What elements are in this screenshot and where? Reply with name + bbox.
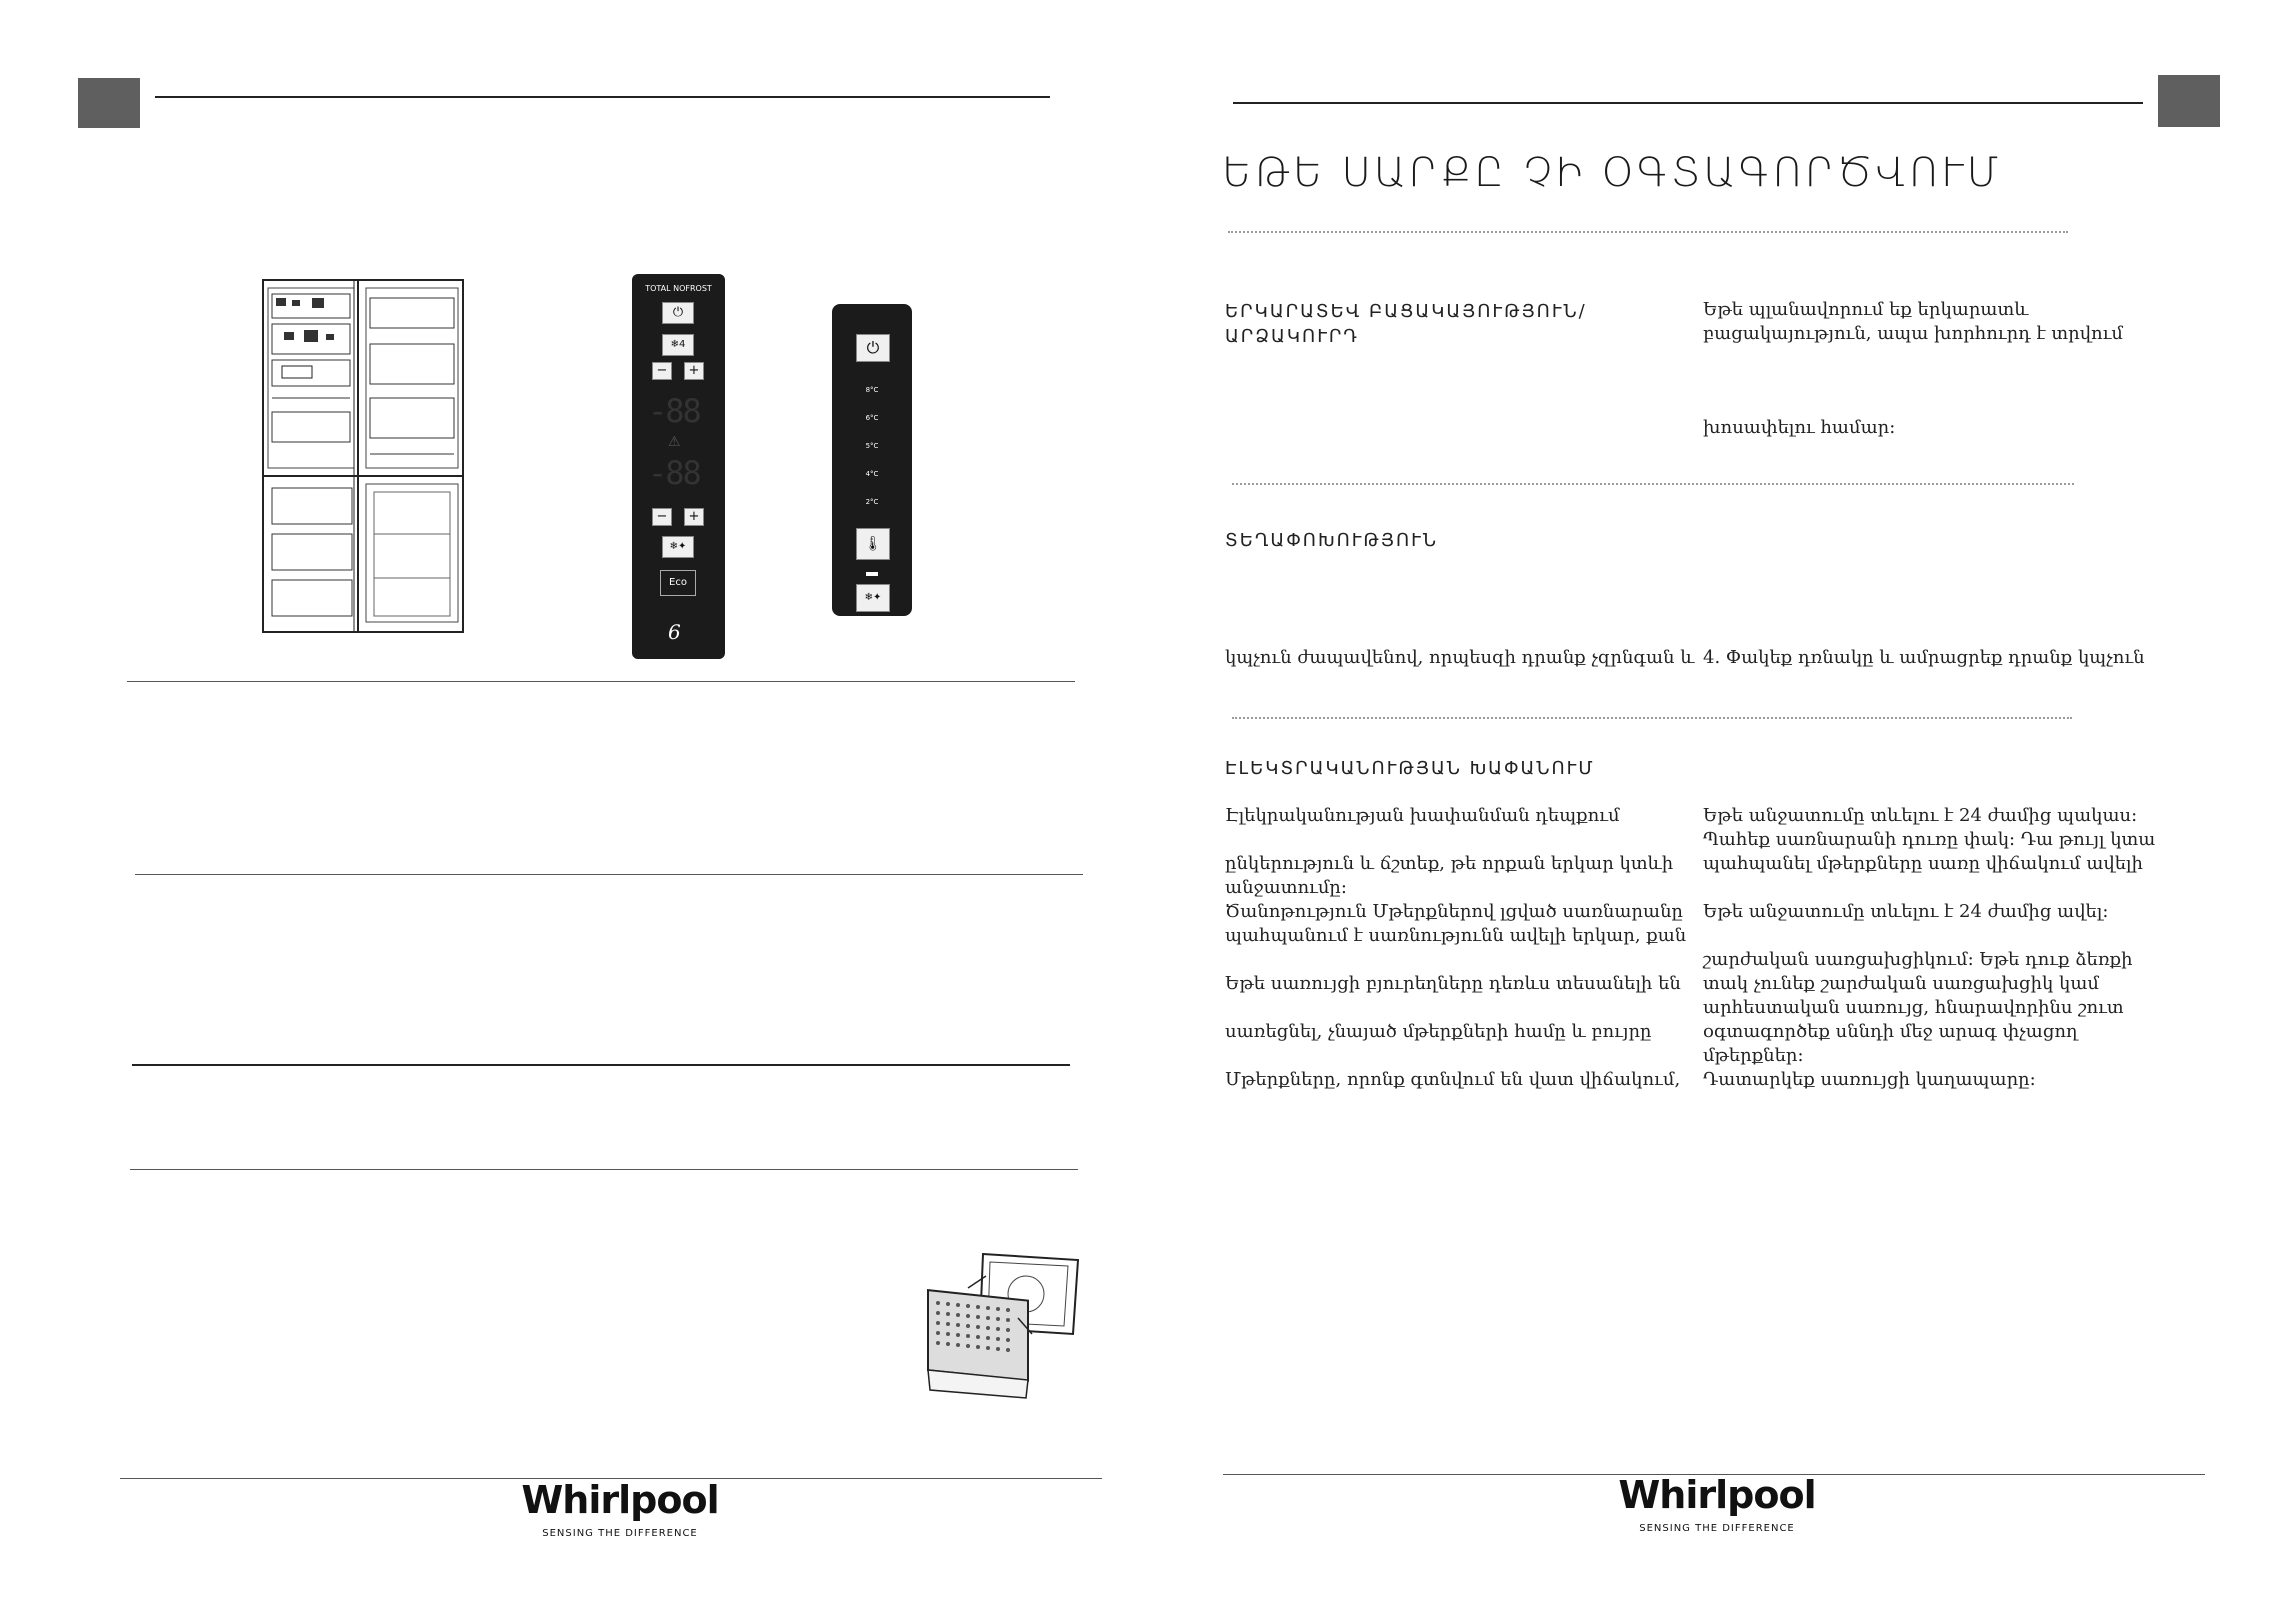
section2-right-text: 4. Փակեք դռնակը և ամրացրեք դրանք կպչուն	[1703, 647, 2145, 668]
section-heading-vacation: ԵՐԿԱՐԱՏԵՎ ԲԱՑԱԿԱՅՈՒԹՅՈՒՆ/ ԱՐՁԱԿՈՒՐԴ	[1225, 301, 1587, 347]
text-line: Մթերքները, որոնք գտնվում են վատ վիճակում,	[1225, 1069, 1681, 1090]
paragraph	[1703, 900, 2173, 924]
eco-button[interactable]: Eco	[660, 570, 696, 596]
alarm-icon: ⚠	[668, 434, 681, 450]
text-line: Դատարկեք սառույցի կաղապարը:	[1703, 1069, 2036, 1090]
left-rule-3	[132, 1064, 1070, 1066]
text-line: ընկերություն և ճշտեք, թե որքան երկար կտևի	[1225, 853, 1674, 874]
fast-freeze-button-2[interactable]: ❄✦	[856, 584, 890, 612]
fridge-fast-cool-button[interactable]: ❄4	[662, 334, 694, 356]
section3-right-column	[1703, 804, 2173, 1092]
left-rule-1	[127, 681, 1075, 682]
section-heading-moving: ՏԵՂԱՓՈԽՈՒԹՅՈՒՆ	[1225, 530, 1438, 551]
temp-4-label: 4°C	[865, 470, 879, 478]
left-whirlpool-logo	[520, 1478, 720, 1539]
left-page-tab	[78, 78, 140, 128]
fridge-temp-display: -88	[648, 392, 700, 430]
text-line: շարժական սառցախցիկում: Եթե դուք ձեռքի	[1703, 949, 2133, 970]
logo-wordmark: Whirlpool	[1618, 1473, 1816, 1517]
section1-note: խոսափելու համար։	[1703, 417, 1896, 438]
right-page-tab	[2158, 75, 2220, 127]
text-line: բացակայություն, ապա խորհուրդ է տրվում	[1703, 323, 2124, 344]
control-panel-simple	[832, 304, 912, 616]
text-line: տակ չունեք շարժական սառցախցիկ կամ	[1703, 973, 2100, 994]
text-line: Եթե սառույցի բյուրեղները դեռևս տեսանելի են	[1225, 973, 1681, 994]
text-line: Եթե անջատումը տևելու է 24 ժամից ավել:	[1703, 901, 2109, 922]
text-line: արհեստական սառույց, հնարավորինս շուտ	[1703, 997, 2124, 1018]
filter-illustration	[908, 1248, 1090, 1400]
logo-tagline: SENSING THE DIFFERENCE	[542, 1528, 698, 1539]
section3-left-column	[1225, 804, 1695, 1092]
section2-left-text: կպչուն ժապավենով, որպեսզի դրանք չզրնգան և	[1225, 647, 1695, 668]
paragraph	[1225, 1068, 1695, 1092]
text-line: անջատումը։	[1225, 877, 1347, 898]
section-heading-power-failure: ԷԼԵԿՏՐԱԿԱՆՈՒԹՅԱՆ ԽԱՓԱՆՈՒՄ	[1225, 758, 1595, 779]
fridge-minus-button[interactable]: −	[652, 362, 672, 380]
freezer-plus-button[interactable]: +	[684, 508, 704, 526]
text-line: Պահեք սառնարանի դուռը փակ: Դա թույլ կտա	[1703, 829, 2156, 850]
temp-2-label: 2°C	[865, 498, 879, 506]
sixth-sense-logo: 6	[668, 620, 681, 644]
left-rule-2	[135, 874, 1083, 875]
temp-5-label: 5°C	[865, 442, 879, 450]
left-rule-4	[130, 1169, 1078, 1170]
freezer-fast-freeze-button[interactable]: ❄✦	[662, 536, 694, 558]
control-panel-total-nofrost	[632, 274, 725, 659]
paragraph	[1225, 852, 1695, 948]
paragraph	[1703, 948, 2173, 1092]
right-header-rule	[1233, 102, 2143, 104]
temp-6-label: 6°C	[865, 414, 879, 422]
text-line: պահպանում է սառնությունն ավելի երկար, քան	[1225, 925, 1687, 946]
dotted-divider-3	[1232, 717, 2072, 719]
logo-tagline: SENSING THE DIFFERENCE	[1639, 1523, 1795, 1534]
power-button[interactable]: ⏻	[662, 302, 694, 324]
text-line: սառեցնել, չնայած մթերքների համը և բույրը	[1225, 1021, 1652, 1042]
text-line: Էլեկրականության խափանման դեպքում	[1225, 805, 1620, 826]
text-line: Ծանոթություն Մթերքներով լցված սառնարանը	[1225, 901, 1683, 922]
dotted-divider-1	[1228, 231, 2068, 233]
paragraph	[1225, 1020, 1695, 1044]
paragraph	[1225, 972, 1695, 996]
right-whirlpool-logo	[1617, 1473, 1817, 1534]
paragraph	[1225, 804, 1695, 828]
panel-header: TOTAL NOFROST	[645, 284, 712, 293]
fridge-plus-button[interactable]: +	[684, 362, 704, 380]
left-header-rule	[155, 96, 1050, 98]
power-button-2[interactable]: ⏻	[856, 334, 890, 362]
text-line: օգտագործեք սննդի մեջ արագ փչացող մթերքներ:	[1703, 1021, 2078, 1066]
dotted-divider-2	[1232, 483, 2074, 485]
fridge-illustration	[262, 278, 464, 634]
paragraph	[1703, 804, 2173, 876]
freezer-minus-button[interactable]: −	[652, 508, 672, 526]
text-line: Եթե անջատումը տևելու է 24 ժամից պակաս:	[1703, 805, 2138, 826]
text-line: Եթե պլանավորում եք երկարատև	[1703, 299, 2029, 320]
logo-wordmark: Whirlpool	[521, 1478, 719, 1522]
text-line: պահպանել մթերքները սառը վիճակում ավելի	[1703, 853, 2143, 874]
temperature-button[interactable]: 🌡	[856, 528, 890, 560]
temp-8-label: 8°C	[865, 386, 879, 394]
page-title: ԵԹԵ ՍԱՐՔԸ ՉԻ ՕԳՏԱԳՈՐԾՎՈՒՄ	[1222, 150, 2002, 196]
section1-right-text	[1703, 298, 2143, 346]
freezer-temp-display: -88	[648, 454, 700, 492]
indicator-bar	[866, 572, 878, 576]
